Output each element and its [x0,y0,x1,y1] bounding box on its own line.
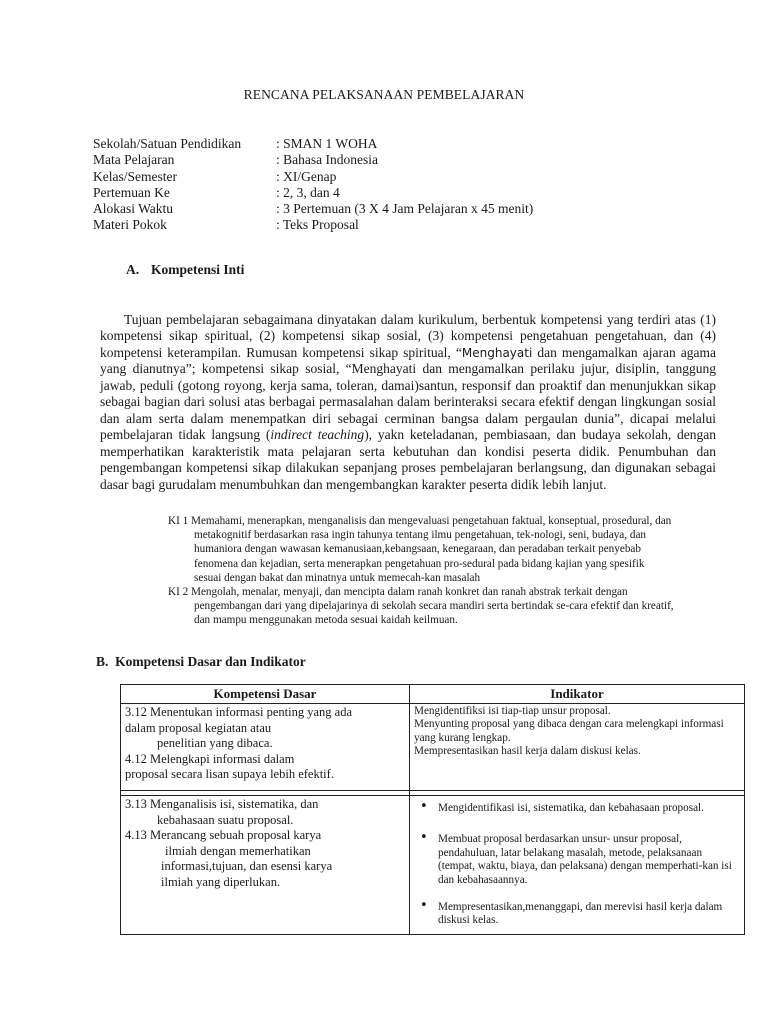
info-value: : XI/Genap [276,168,337,184]
info-label: Alokasi Waktu [93,201,174,217]
ki-list [168,514,674,628]
kd-line: 3.13 Menganalisis isi, sistematika, dan [125,797,319,811]
kd-line: ilmiah dengan memerhatikan [165,843,311,858]
table-row [121,704,745,791]
indikator-item: Mempresentasikan hasil kerja dalam diskusi kelas. [414,745,641,758]
identity-block [93,136,533,234]
paragraph-italic: indirect teaching [270,427,365,443]
indikator-item: Mengidentifiksi isi tiap-tiap unsur proposal. [414,705,611,717]
info-row-school [93,136,533,152]
section-b-heading [96,654,306,670]
indikator-bullet-item: • Membuat proposal berdasarkan unsur- unsur proposal, pendahuluan, latar belakang masalah, metode, pelaksanaan (tempat, waktu, biaya, dan pelaksana) dengan memperhati-kan isi dan kebahasaannya. [414,833,740,887]
info-label: Materi Pokok [93,217,167,233]
section-a-heading [126,262,244,278]
kd-line: 3.12 Menentukan informasi penting yang ada [125,705,353,719]
info-row-meeting [93,185,533,201]
info-row-subject [93,152,533,168]
ki-item-2: KI 2 Mengolah, menalar, menyaji, dan mencipta dalam ranah konkret dan ranah abstrak terkait dengan pengembangan dari yang dipelajarinya di sekolah secara mandiri serta bertindak se-cara efektif dan kreatif, dan mampu menggunakan metoda sesuai kaidah keilmuan. [168,586,674,627]
ki-item-1: KI 1 Memahami, menerapkan, menganalisis dan mengevaluasi pengetahuan faktual, konseptual, prosedural, dan metakognitif berdasarkan rasa ingin tahunya tentang ilmu pengetahuan, tek-nologi, seni, budaya, dan humaniora dengan wawasan kemanusiaan,kebangsaan, kenegaraan, dan peradaban terkait penyebab fenomena dan kejadian, serta menerapkan pengetahuan pro-sedural pada bidang kajian yang spesifik sesuai dengan bakat dan minatnya untuk memecah-kan masalah [168,515,672,584]
info-label: Sekolah/Satuan Pendidikan [93,136,242,151]
header-indikator: Indikator [410,685,745,704]
paragraph-part2: dan mengamalkan ajaran agama yang dianutnya”; kompetensi sikap sosial, “Menghayati dan mengamalkan perilaku jujur, disiplin, tanggung jawab, peduli (gotong royong, kerja sama, toleran, damai)santun, responsif dan proaktif dan menunjukkan sikap sebagai bagian dari solusi atas berbagai permasalahan dalam berinteraksi secara efektif dengan lingkungan sosial dan alam serta dalam menempatkan diri sebagai cerminan bangsa dalam pergaulan dunia”, dicapai melalui pembelajaran tidak langsung ( [100,344,716,443]
kd-cell [121,796,410,935]
kd-cell [121,704,410,791]
info-label: Pertemuan Ke [93,184,170,200]
section-b-number: B. [96,654,109,669]
section-b-title: Kompetensi Dasar dan Indikator [115,654,306,669]
paragraph-highlight: Menghayati [461,345,533,360]
kd-line: 4.13 Merancang sebuah proposal karya [125,828,322,843]
competence-table [120,684,745,935]
table-header-row [121,685,745,704]
kd-line: informasi,tujuan, dan esensi karya [161,859,333,874]
kd-line: penelitian yang dibaca. [157,736,273,751]
info-label: Kelas/Semester [93,168,177,184]
indikator-cell [410,796,745,935]
paragraph-part3: ), yakn keteladanan, pembiasaan, dan budaya sekolah, dengan memperhatikan karakteristik mata pelajaran serta kebutuhan dan kondisi peserta didik. Penumbuhan dan pengembangan kompetensi sikap dilakukan sepanjang proses pembelajaran berlangsung, dan digunakan sebagai dasar bagi gurudalam menumbuhkan dan mengembangkan karakter peserta didik lebih lanjut. [100,427,716,492]
paragraph-body [100,312,716,493]
document-title: RENCANA PELAKSANAAN PEMBELAJARAN [243,87,525,102]
kd-line: kebahasaan suatu proposal. [157,812,294,827]
info-row-class [93,169,533,185]
info-value: : 2, 3, dan 4 [276,184,340,200]
kd-line: 4.12 Melengkapi informasi dalam [125,751,295,766]
kd-line: ilmiah yang diperlukan. [161,874,281,889]
kd-line: dalam proposal kegiatan atau [125,720,272,735]
indikator-bullet-item: • Mengidentifikasi isi, sistematika, dan kebahasaan proposal. [414,802,740,815]
table-row [121,796,745,935]
header-kompetensi-dasar: Kompetensi Dasar [121,685,410,704]
section-a-title: Kompetensi Inti [151,262,245,277]
section-a-number: A. [126,262,140,277]
indikator-cell [410,704,745,791]
info-label: Mata Pelajaran [93,152,175,168]
indikator-bullet-item: • Mempresentasikan,menanggapi, dan merevisi hasil kerja dalam diskusi kelas. [414,901,740,928]
info-value: : SMAN 1 WOHA [276,136,378,151]
core-competence-paragraph [100,312,716,493]
info-row-material [93,217,533,233]
info-value: : Teks Proposal [276,217,359,233]
paragraph-part1: Tujuan pembelajaran sebagaimana dinyatakan dalam kurikulum, berbentuk kompetensi yang terdiri atas (1) kompetensi sikap spiritual, (2) kompetensi sikap sosial, (3) kompetensi pengetahuan pengetahuan, dan (4) kompetensi keterampilan. Rumusan kompetensi sikap spiritual, “ [100,312,716,360]
indikator-item: Menyunting proposal yang dibaca dengan cara melengkapi informasi yang kurang lengkap. [414,718,724,744]
info-value: : 3 Pertemuan (3 X 4 Jam Pelajaran x 45 menit) [276,201,534,217]
info-value: : Bahasa Indonesia [276,152,378,168]
info-row-time [93,201,533,217]
kd-line: proposal secara lisan supaya lebih efektif. [125,767,334,782]
